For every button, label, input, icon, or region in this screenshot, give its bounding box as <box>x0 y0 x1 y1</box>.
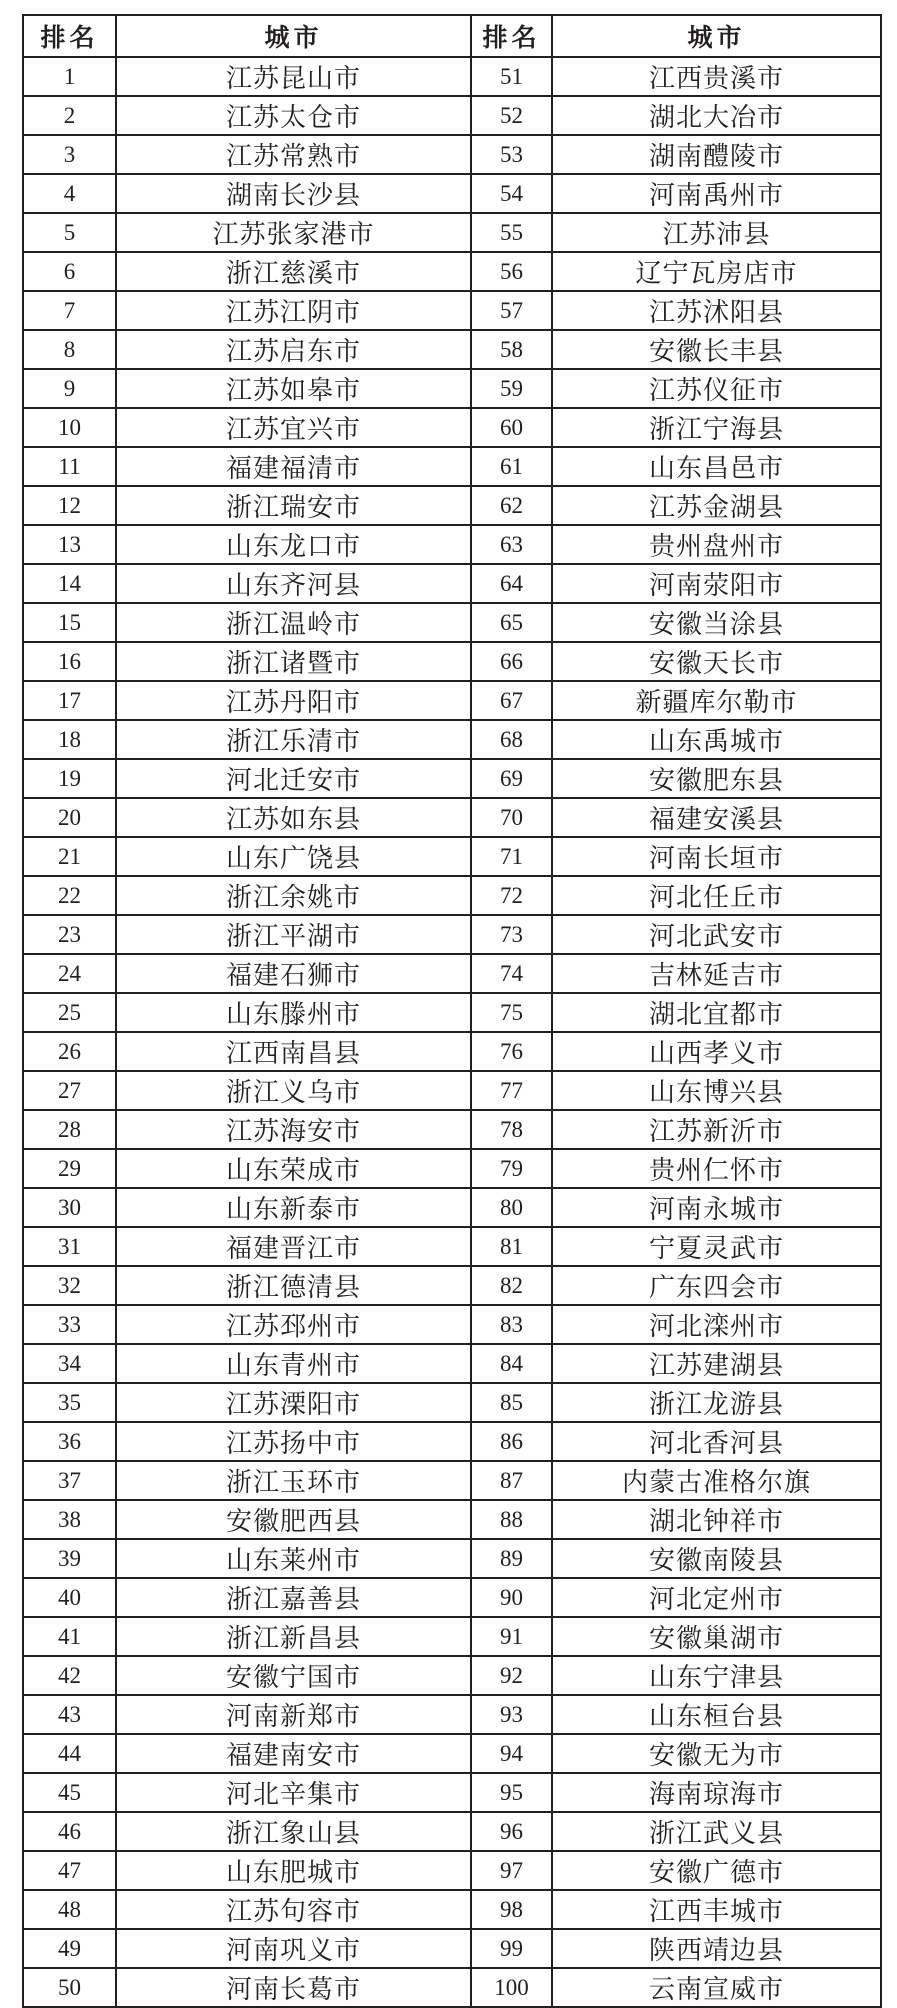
rank-right-cell: 100 <box>471 1968 552 2007</box>
city-left-cell: 江苏启东市 <box>116 330 471 369</box>
city-left-cell: 河南新郑市 <box>116 1695 471 1734</box>
city-left-cell: 山东荣成市 <box>116 1149 471 1188</box>
rank-left-cell: 32 <box>23 1266 116 1305</box>
city-left-cell: 浙江嘉善县 <box>116 1578 471 1617</box>
city-left-cell: 江苏江阴市 <box>116 291 471 330</box>
table-row <box>23 1266 881 1305</box>
city-left-cell: 安徽肥西县 <box>116 1500 471 1539</box>
rank-right-cell: 69 <box>471 759 552 798</box>
rank-left-cell: 38 <box>23 1500 116 1539</box>
city-right-cell: 河南禹州市 <box>552 174 881 213</box>
rank-left-cell: 14 <box>23 564 116 603</box>
table-row <box>23 1071 881 1110</box>
city-left-cell: 山东齐河县 <box>116 564 471 603</box>
rank-right-cell: 85 <box>471 1383 552 1422</box>
rank-left-cell: 35 <box>23 1383 116 1422</box>
city-left-cell: 浙江玉环市 <box>116 1461 471 1500</box>
city-left-cell: 河北迁安市 <box>116 759 471 798</box>
rank-left-cell: 21 <box>23 837 116 876</box>
header-rank-left: 排名 <box>23 15 116 57</box>
rank-right-cell: 86 <box>471 1422 552 1461</box>
city-left-cell: 江苏太仓市 <box>116 96 471 135</box>
table-row <box>23 1188 881 1227</box>
rank-right-cell: 52 <box>471 96 552 135</box>
city-right-cell: 安徽天长市 <box>552 642 881 681</box>
city-right-cell: 贵州仁怀市 <box>552 1149 881 1188</box>
rank-left-cell: 25 <box>23 993 116 1032</box>
table-row <box>23 681 881 720</box>
table-row <box>23 1227 881 1266</box>
city-left-cell: 河南巩义市 <box>116 1929 471 1968</box>
city-left-cell: 江苏常熟市 <box>116 135 471 174</box>
rank-left-cell: 17 <box>23 681 116 720</box>
table-row <box>23 954 881 993</box>
rank-left-cell: 20 <box>23 798 116 837</box>
table-row <box>23 564 881 603</box>
table-row <box>23 525 881 564</box>
table-row <box>23 57 881 96</box>
city-left-cell: 河南长葛市 <box>116 1968 471 2007</box>
rank-right-cell: 59 <box>471 369 552 408</box>
rank-right-cell: 75 <box>471 993 552 1032</box>
header-rank-right: 排名 <box>471 15 552 57</box>
table-row <box>23 876 881 915</box>
city-right-cell: 吉林延吉市 <box>552 954 881 993</box>
rank-right-cell: 79 <box>471 1149 552 1188</box>
rank-right-cell: 97 <box>471 1851 552 1890</box>
city-right-cell: 安徽巢湖市 <box>552 1617 881 1656</box>
city-right-cell: 浙江武义县 <box>552 1812 881 1851</box>
city-left-cell: 湖南长沙县 <box>116 174 471 213</box>
city-right-cell: 河北定州市 <box>552 1578 881 1617</box>
table-header <box>23 15 881 57</box>
rank-right-cell: 88 <box>471 1500 552 1539</box>
rank-left-cell: 9 <box>23 369 116 408</box>
rank-left-cell: 34 <box>23 1344 116 1383</box>
rank-left-cell: 44 <box>23 1734 116 1773</box>
rank-left-cell: 41 <box>23 1617 116 1656</box>
rank-left-cell: 24 <box>23 954 116 993</box>
rank-right-cell: 58 <box>471 330 552 369</box>
rank-right-cell: 65 <box>471 603 552 642</box>
table-row <box>23 1851 881 1890</box>
table-row <box>23 369 881 408</box>
rank-right-cell: 71 <box>471 837 552 876</box>
city-left-cell: 浙江平湖市 <box>116 915 471 954</box>
city-left-cell: 浙江德清县 <box>116 1266 471 1305</box>
table-row <box>23 135 881 174</box>
city-right-cell: 内蒙古准格尔旗 <box>552 1461 881 1500</box>
city-left-cell: 江苏昆山市 <box>116 57 471 96</box>
rank-right-cell: 73 <box>471 915 552 954</box>
city-left-cell: 福建晋江市 <box>116 1227 471 1266</box>
rank-left-cell: 2 <box>23 96 116 135</box>
rank-right-cell: 76 <box>471 1032 552 1071</box>
rank-right-cell: 55 <box>471 213 552 252</box>
table-row <box>23 1344 881 1383</box>
rank-left-cell: 18 <box>23 720 116 759</box>
rank-left-cell: 37 <box>23 1461 116 1500</box>
table-body <box>23 57 881 2007</box>
rank-left-cell: 23 <box>23 915 116 954</box>
rank-right-cell: 74 <box>471 954 552 993</box>
rank-right-cell: 89 <box>471 1539 552 1578</box>
table-row <box>23 291 881 330</box>
table-row <box>23 1110 881 1149</box>
rank-right-cell: 64 <box>471 564 552 603</box>
city-left-cell: 福建福清市 <box>116 447 471 486</box>
city-right-cell: 湖南醴陵市 <box>552 135 881 174</box>
city-left-cell: 浙江诸暨市 <box>116 642 471 681</box>
city-right-cell: 浙江宁海县 <box>552 408 881 447</box>
table-row <box>23 1929 881 1968</box>
rank-left-cell: 27 <box>23 1071 116 1110</box>
table-row <box>23 1539 881 1578</box>
city-left-cell: 江苏张家港市 <box>116 213 471 252</box>
rank-right-cell: 94 <box>471 1734 552 1773</box>
city-right-cell: 陕西靖边县 <box>552 1929 881 1968</box>
rank-left-cell: 30 <box>23 1188 116 1227</box>
rank-left-cell: 12 <box>23 486 116 525</box>
table-row <box>23 1968 881 2007</box>
rank-left-cell: 8 <box>23 330 116 369</box>
table-row <box>23 798 881 837</box>
rank-right-cell: 51 <box>471 57 552 96</box>
rank-right-cell: 92 <box>471 1656 552 1695</box>
rank-right-cell: 63 <box>471 525 552 564</box>
ranking-table <box>22 14 882 2008</box>
city-left-cell: 江苏宜兴市 <box>116 408 471 447</box>
table-row <box>23 1773 881 1812</box>
city-left-cell: 浙江象山县 <box>116 1812 471 1851</box>
rank-left-cell: 31 <box>23 1227 116 1266</box>
table-row <box>23 642 881 681</box>
city-left-cell: 山东青州市 <box>116 1344 471 1383</box>
city-right-cell: 山西孝义市 <box>552 1032 881 1071</box>
city-right-cell: 山东宁津县 <box>552 1656 881 1695</box>
rank-left-cell: 16 <box>23 642 116 681</box>
city-left-cell: 河北辛集市 <box>116 1773 471 1812</box>
city-right-cell: 江苏金湖县 <box>552 486 881 525</box>
table-row <box>23 1149 881 1188</box>
table-row <box>23 1032 881 1071</box>
rank-right-cell: 93 <box>471 1695 552 1734</box>
city-right-cell: 山东昌邑市 <box>552 447 881 486</box>
city-left-cell: 山东广饶县 <box>116 837 471 876</box>
table-row <box>23 1383 881 1422</box>
city-left-cell: 浙江乐清市 <box>116 720 471 759</box>
rank-left-cell: 19 <box>23 759 116 798</box>
rank-left-cell: 50 <box>23 1968 116 2007</box>
city-right-cell: 山东博兴县 <box>552 1071 881 1110</box>
rank-left-cell: 11 <box>23 447 116 486</box>
table-row <box>23 330 881 369</box>
table-row <box>23 1656 881 1695</box>
table-row <box>23 837 881 876</box>
city-left-cell: 江苏扬中市 <box>116 1422 471 1461</box>
city-right-cell: 浙江龙游县 <box>552 1383 881 1422</box>
table-row <box>23 447 881 486</box>
city-right-cell: 河北滦州市 <box>552 1305 881 1344</box>
city-right-cell: 河北香河县 <box>552 1422 881 1461</box>
rank-left-cell: 48 <box>23 1890 116 1929</box>
rank-right-cell: 61 <box>471 447 552 486</box>
header-city-left: 城市 <box>116 15 471 57</box>
table-row <box>23 720 881 759</box>
table-row <box>23 486 881 525</box>
rank-left-cell: 4 <box>23 174 116 213</box>
city-left-cell: 浙江新昌县 <box>116 1617 471 1656</box>
city-left-cell: 江苏句容市 <box>116 1890 471 1929</box>
rank-right-cell: 70 <box>471 798 552 837</box>
rank-left-cell: 36 <box>23 1422 116 1461</box>
rank-right-cell: 56 <box>471 252 552 291</box>
city-right-cell: 山东禹城市 <box>552 720 881 759</box>
table-row <box>23 1890 881 1929</box>
table-row <box>23 915 881 954</box>
table-row <box>23 1461 881 1500</box>
city-right-cell: 贵州盘州市 <box>552 525 881 564</box>
city-left-cell: 福建南安市 <box>116 1734 471 1773</box>
table-row <box>23 1812 881 1851</box>
rank-left-cell: 15 <box>23 603 116 642</box>
rank-right-cell: 82 <box>471 1266 552 1305</box>
rank-left-cell: 28 <box>23 1110 116 1149</box>
rank-right-cell: 54 <box>471 174 552 213</box>
rank-right-cell: 96 <box>471 1812 552 1851</box>
rank-right-cell: 98 <box>471 1890 552 1929</box>
table-row <box>23 252 881 291</box>
rank-right-cell: 57 <box>471 291 552 330</box>
city-right-cell: 辽宁瓦房店市 <box>552 252 881 291</box>
city-right-cell: 海南琼海市 <box>552 1773 881 1812</box>
rank-right-cell: 91 <box>471 1617 552 1656</box>
rank-left-cell: 26 <box>23 1032 116 1071</box>
rank-right-cell: 95 <box>471 1773 552 1812</box>
rank-left-cell: 45 <box>23 1773 116 1812</box>
table-row <box>23 603 881 642</box>
rank-left-cell: 29 <box>23 1149 116 1188</box>
city-right-cell: 湖北钟祥市 <box>552 1500 881 1539</box>
city-right-cell: 安徽肥东县 <box>552 759 881 798</box>
rank-right-cell: 90 <box>471 1578 552 1617</box>
header-city-right: 城市 <box>552 15 881 57</box>
city-right-cell: 河南荥阳市 <box>552 564 881 603</box>
city-right-cell: 新疆库尔勒市 <box>552 681 881 720</box>
rank-right-cell: 81 <box>471 1227 552 1266</box>
city-left-cell: 江苏海安市 <box>116 1110 471 1149</box>
rank-right-cell: 60 <box>471 408 552 447</box>
rank-left-cell: 10 <box>23 408 116 447</box>
city-left-cell: 江西南昌县 <box>116 1032 471 1071</box>
city-right-cell: 江苏仪征市 <box>552 369 881 408</box>
city-right-cell: 江西丰城市 <box>552 1890 881 1929</box>
city-right-cell: 宁夏灵武市 <box>552 1227 881 1266</box>
rank-left-cell: 13 <box>23 525 116 564</box>
city-left-cell: 浙江慈溪市 <box>116 252 471 291</box>
city-right-cell: 广东四会市 <box>552 1266 881 1305</box>
table-row <box>23 1734 881 1773</box>
rank-right-cell: 68 <box>471 720 552 759</box>
table-row <box>23 993 881 1032</box>
city-left-cell: 安徽宁国市 <box>116 1656 471 1695</box>
rank-left-cell: 5 <box>23 213 116 252</box>
city-left-cell: 山东滕州市 <box>116 993 471 1032</box>
table-row <box>23 1500 881 1539</box>
rank-right-cell: 83 <box>471 1305 552 1344</box>
table-row <box>23 1695 881 1734</box>
city-right-cell: 安徽南陵县 <box>552 1539 881 1578</box>
city-left-cell: 福建石狮市 <box>116 954 471 993</box>
city-left-cell: 浙江温岭市 <box>116 603 471 642</box>
city-left-cell: 江苏邳州市 <box>116 1305 471 1344</box>
rank-left-cell: 39 <box>23 1539 116 1578</box>
city-right-cell: 安徽广德市 <box>552 1851 881 1890</box>
city-right-cell: 江苏建湖县 <box>552 1344 881 1383</box>
city-left-cell: 江苏如皋市 <box>116 369 471 408</box>
city-right-cell: 河南永城市 <box>552 1188 881 1227</box>
rank-right-cell: 53 <box>471 135 552 174</box>
city-right-cell: 江苏新沂市 <box>552 1110 881 1149</box>
rank-right-cell: 72 <box>471 876 552 915</box>
rank-left-cell: 22 <box>23 876 116 915</box>
rank-right-cell: 66 <box>471 642 552 681</box>
city-right-cell: 山东桓台县 <box>552 1695 881 1734</box>
city-right-cell: 福建安溪县 <box>552 798 881 837</box>
table-row <box>23 408 881 447</box>
city-left-cell: 山东龙口市 <box>116 525 471 564</box>
rank-left-cell: 47 <box>23 1851 116 1890</box>
rank-right-cell: 84 <box>471 1344 552 1383</box>
header-row <box>23 15 881 57</box>
rank-right-cell: 99 <box>471 1929 552 1968</box>
rank-right-cell: 87 <box>471 1461 552 1500</box>
city-right-cell: 湖北宜都市 <box>552 993 881 1032</box>
city-right-cell: 江苏沭阳县 <box>552 291 881 330</box>
city-right-cell: 云南宣威市 <box>552 1968 881 2007</box>
rank-left-cell: 43 <box>23 1695 116 1734</box>
rank-left-cell: 42 <box>23 1656 116 1695</box>
rank-left-cell: 40 <box>23 1578 116 1617</box>
city-left-cell: 江苏丹阳市 <box>116 681 471 720</box>
rank-right-cell: 77 <box>471 1071 552 1110</box>
rank-right-cell: 78 <box>471 1110 552 1149</box>
city-right-cell: 安徽长丰县 <box>552 330 881 369</box>
rank-right-cell: 62 <box>471 486 552 525</box>
city-left-cell: 山东新泰市 <box>116 1188 471 1227</box>
city-left-cell: 浙江义乌市 <box>116 1071 471 1110</box>
table-row <box>23 174 881 213</box>
city-left-cell: 浙江瑞安市 <box>116 486 471 525</box>
city-right-cell: 安徽当涂县 <box>552 603 881 642</box>
table-row <box>23 213 881 252</box>
rank-left-cell: 33 <box>23 1305 116 1344</box>
table-row <box>23 96 881 135</box>
city-right-cell: 河北任丘市 <box>552 876 881 915</box>
table-row <box>23 759 881 798</box>
city-left-cell: 浙江余姚市 <box>116 876 471 915</box>
city-right-cell: 江西贵溪市 <box>552 57 881 96</box>
rank-left-cell: 7 <box>23 291 116 330</box>
rank-left-cell: 6 <box>23 252 116 291</box>
city-right-cell: 江苏沛县 <box>552 213 881 252</box>
city-left-cell: 江苏如东县 <box>116 798 471 837</box>
rank-left-cell: 3 <box>23 135 116 174</box>
rank-left-cell: 46 <box>23 1812 116 1851</box>
city-left-cell: 山东肥城市 <box>116 1851 471 1890</box>
table-row <box>23 1422 881 1461</box>
city-right-cell: 湖北大冶市 <box>552 96 881 135</box>
city-right-cell: 河北武安市 <box>552 915 881 954</box>
table-row <box>23 1617 881 1656</box>
rank-left-cell: 49 <box>23 1929 116 1968</box>
city-left-cell: 山东莱州市 <box>116 1539 471 1578</box>
city-right-cell: 安徽无为市 <box>552 1734 881 1773</box>
rank-right-cell: 67 <box>471 681 552 720</box>
rank-left-cell: 1 <box>23 57 116 96</box>
city-right-cell: 河南长垣市 <box>552 837 881 876</box>
city-left-cell: 江苏溧阳市 <box>116 1383 471 1422</box>
table-row <box>23 1305 881 1344</box>
rank-right-cell: 80 <box>471 1188 552 1227</box>
table-row <box>23 1578 881 1617</box>
